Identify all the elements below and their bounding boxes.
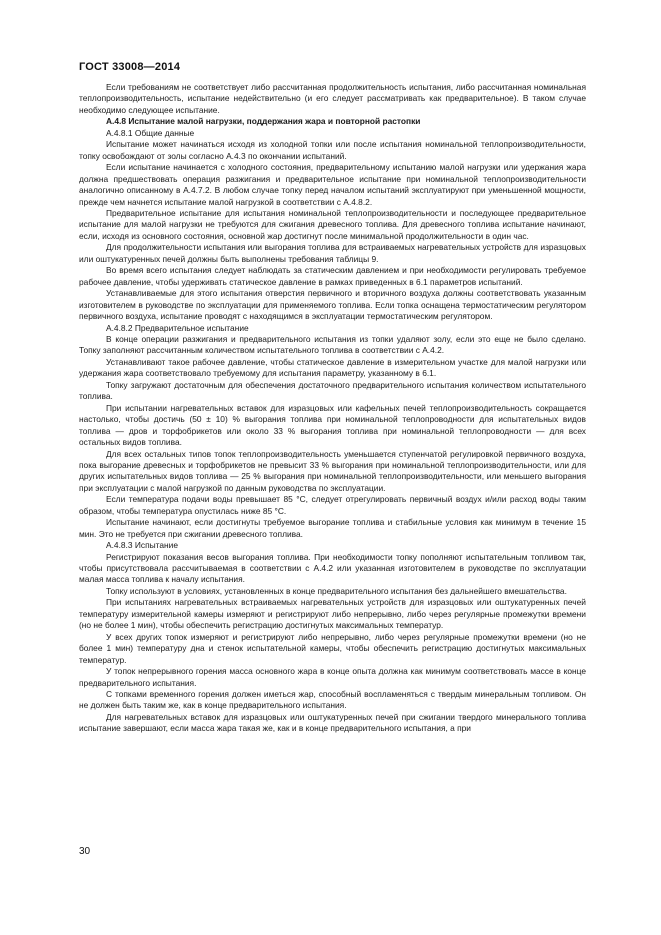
section-heading: А.4.8 Испытание малой нагрузки, поддержания жара и повторной растопки (106, 116, 421, 127)
paragraph: Топку загружают достаточным для обеспечения достаточного предварительного испытания количеством испытательного топлива. (79, 379, 586, 402)
paragraph: А.4.8.2 Предварительное испытание (106, 322, 249, 333)
paragraph: Устанавливают такое рабочее давление, чтобы статическое давление в измерительном участке для малой нагрузки или удержания жара соответствовало требуемому для испытания параметру, указанному в 6.1. (79, 356, 586, 379)
paragraph: Если требованиям не соответствует либо рассчитанная продолжительность испытания, либо рассчитанная номинальная теплопроизводительность, испытание недействительно (и его следует рассматривать как предварительное). В таком случае необходимо следующее испытание. (79, 82, 586, 115)
paragraph: При испытании нагревательных вставок для изразцовых или кафельных печей теплопроизводительность сокращается настолько, чтобы достичь (50 ± 10) % выгорания топлива при номинальной теплопроводности для испытательных видов топлива — дров и торфобрикетов или около 33 % выгорания топлива при номинальной теплопроводности — для всех остальных видов топлива. (79, 402, 586, 448)
paragraph: Если испытание начинается с холодного состояния, предварительному испытанию малой нагрузки или удержания жара должна предшествовать операция разжигания и предварительное испытание при номинальной теплопроизводительности аналогично описанному в А.4.7.2. В любом случае топку перед началом испытаний эксплуатируют при уменьшенной мощности, прежде чем начнется испытание малой нагрузкой в соответствии с А.4.8.2. (79, 162, 586, 207)
paragraph: Предварительное испытание для испытания номинальной теплопроизводительности и последующее предварительное испытание для малой нагрузки не требуются для сжигания древесного топлива. Для древесного топлива испытание начинают, если, исходя из основного состояния, основной жар достигнут после минимальной продолжительности в один час. (79, 207, 586, 241)
paragraph: А.4.8.3 Испытание (106, 540, 178, 551)
paragraph: В конце операции разжигания и предварительного испытания из топки удаляют золу, если это еще не было сделано. Топку заполняют рассчитанным количеством испытательного топлива в соответствии с А.4.2. (79, 333, 586, 356)
paragraph: Топку используют в условиях, установленных в конце предварительного испытания без дальнейшего вмешательства. (106, 585, 567, 596)
paragraph: У топок непрерывного горения масса основного жара в конце опыта должна как минимум соответствовать массе в конце предварительного испытания. (79, 666, 586, 688)
document-body (79, 82, 586, 735)
paragraph: Во время всего испытания следует наблюдать за статическим давлением и при необходимости регулировать требуемое рабочее давление, чтобы удерживать статическое давление в рамках приведенных в 6.1 параметров испытаний. (79, 265, 586, 287)
paragraph: У всех других топок измеряют и регистрируют либо непрерывно, либо через регулярные промежутки времени (но не более 1 мин) температуру дна и стенок испытательной камеры, чтобы обеспечить регистрацию достигнутых максимальных температур. (79, 631, 586, 665)
paragraph: С топками временного горения должен иметься жар, способный воспламеняться с твердым минеральным топливом. Он не должен быть таким же, как в конце предварительного испытания. (79, 689, 586, 711)
paragraph: При испытаниях нагревательных встраиваемых нагревательных устройств для изразцовых или оштукатуренных печей температуру измерительной камеры измеряют и регистрируют либо непрерывно, либо через регулярные промежутки времени (но не более 1 мин), чтобы обеспечить регистрацию достигнутых максимальных температур. (79, 597, 586, 631)
paragraph: Испытание начинают, если достигнуты требуемое выгорание топлива и стабильные условия как минимум в течение 15 мин. Это не требуется при сжигании древесного топлива. (79, 517, 586, 539)
paragraph: Регистрируют показания весов выгорания топлива. При необходимости топку пополняют испытательным топливом так, чтобы присутствовала рассчитываемая в соответствии с А.4.2 или указанная изготовителем в руководстве по эксплуатации малая масса топлива к началу испытания. (79, 551, 586, 585)
document-header: ГОСТ 33008—2014 (79, 61, 181, 73)
paragraph: Для нагревательных вставок для изразцовых или оштукатуренных печей при сжигании твердого минерального топлива испытание завершают, если масса жара такая же, как и в конце предварительного испытания, а при (79, 711, 586, 734)
paragraph: А.4.8.1 Общие данные (106, 127, 195, 138)
paragraph: Испытание может начинаться исходя из холодной топки или после испытания номинальной теплопроизводительности, топку освобождают от золы согласно А.4.3 по окончании испытаний. (79, 139, 586, 161)
page-number: 30 (79, 846, 91, 857)
paragraph: Для продолжительности испытания или выгорания топлива для встраиваемых нагревательных устройств для изразцовых или оштукатуренных печей должны быть выполнены требования таблицы 9. (79, 242, 586, 264)
paragraph: Для всех остальных типов топок теплопроизводительность уменьшается ступенчатой регулировкой первичного воздуха, пока выгорание древесных и торфобрикетов не превысит 33 % выгорания при номинальной теплопроизводительности, или для других испытательных видов топлива — 25 % выгорания при номинальной теплопроизводительности, или меньшего выгорания при эксплуатации с малой нагрузкой по данным руководства по эксплуатации. (79, 448, 586, 493)
paragraph: Устанавливаемые для этого испытания отверстия первичного и вторичного воздуха должны соответствовать указанным изготовителем в руководстве по эксплуатации для применяемого топлива. Если топка оснащена термостатическим регулятором первичного воздуха, испытание проводят с находящимся в эксплуатации термостатическим регулятором. (79, 288, 586, 322)
paragraph: Если температура подачи воды превышает 85 °С, следует отрегулировать первичный воздух и/или расход воды таким образом, чтобы температура опустилась ниже 85 °С. (79, 494, 586, 516)
